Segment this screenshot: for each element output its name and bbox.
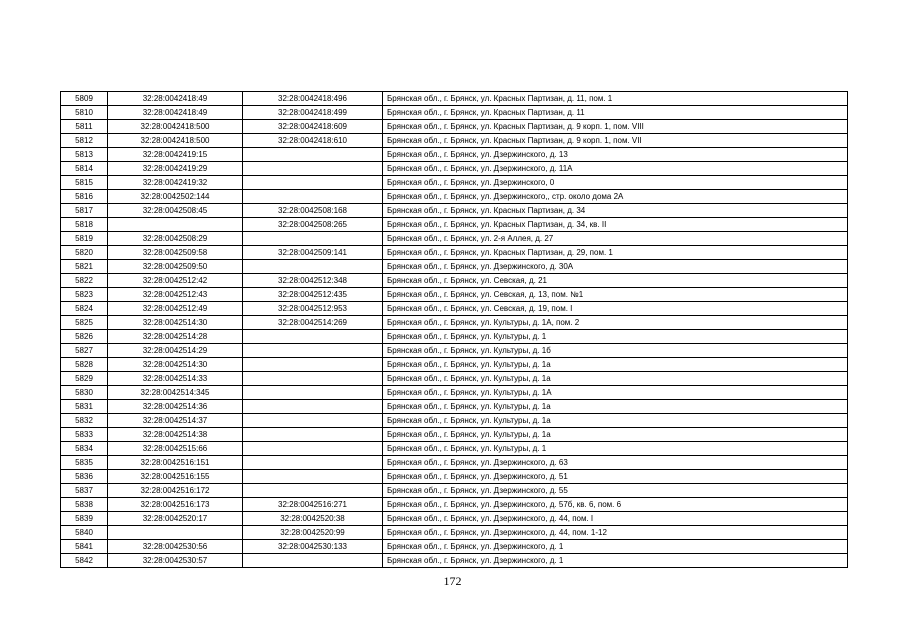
row-number-cell: 5835 (61, 456, 108, 470)
table-row (61, 484, 848, 498)
address-cell: Брянская обл., г. Брянск, ул. Дзержинского, д. 11А (383, 162, 848, 176)
related-cadastral-number-cell (243, 400, 383, 414)
row-number-cell: 5815 (61, 176, 108, 190)
related-cadastral-number-cell: 32:28:0042418:610 (243, 134, 383, 148)
table-row (61, 204, 848, 218)
related-cadastral-number-cell: 32:28:0042418:609 (243, 120, 383, 134)
related-cadastral-number-cell (243, 330, 383, 344)
address-cell: Брянская обл., г. Брянск, ул. Дзержинского, д. 55 (383, 484, 848, 498)
cadastral-number-cell: 32:28:0042514:29 (108, 344, 243, 358)
cadastral-number-cell: 32:28:0042516:172 (108, 484, 243, 498)
table-row (61, 260, 848, 274)
row-number-cell: 5825 (61, 316, 108, 330)
row-number-cell: 5833 (61, 428, 108, 442)
row-number-cell: 5842 (61, 554, 108, 568)
row-number-cell: 5812 (61, 134, 108, 148)
row-number-cell: 5836 (61, 470, 108, 484)
table-row (61, 344, 848, 358)
address-cell: Брянская обл., г. Брянск, ул. Красных Партизан, д. 34 (383, 204, 848, 218)
table-row (61, 218, 848, 232)
row-number-cell: 5809 (61, 92, 108, 106)
address-cell: Брянская обл., г. Брянск, ул. Дзержинского, д. 63 (383, 456, 848, 470)
table-row (61, 470, 848, 484)
cadastral-number-cell: 32:28:0042516:173 (108, 498, 243, 512)
table-row (61, 134, 848, 148)
row-number-cell: 5817 (61, 204, 108, 218)
table-row (61, 288, 848, 302)
related-cadastral-number-cell (243, 344, 383, 358)
cadastral-number-cell (108, 218, 243, 232)
cadastral-number-cell: 32:28:0042508:45 (108, 204, 243, 218)
related-cadastral-number-cell (243, 470, 383, 484)
cadastral-number-cell: 32:28:0042418:49 (108, 92, 243, 106)
cadastral-number-cell: 32:28:0042530:57 (108, 554, 243, 568)
related-cadastral-number-cell: 32:28:0042508:265 (243, 218, 383, 232)
address-cell: Брянская обл., г. Брянск, ул. Культуры, д. 1а (383, 358, 848, 372)
table-row (61, 554, 848, 568)
table-row (61, 176, 848, 190)
table-row (61, 540, 848, 554)
related-cadastral-number-cell: 32:28:0042516:271 (243, 498, 383, 512)
row-number-cell: 5838 (61, 498, 108, 512)
related-cadastral-number-cell: 32:28:0042508:168 (243, 204, 383, 218)
related-cadastral-number-cell: 32:28:0042520:38 (243, 512, 383, 526)
cadastral-number-cell: 32:28:0042418:500 (108, 120, 243, 134)
row-number-cell: 5830 (61, 386, 108, 400)
address-cell: Брянская обл., г. Брянск, ул. Красных Партизан, д. 11 (383, 106, 848, 120)
row-number-cell: 5834 (61, 442, 108, 456)
table-row (61, 190, 848, 204)
row-number-cell: 5824 (61, 302, 108, 316)
related-cadastral-number-cell: 32:28:0042418:496 (243, 92, 383, 106)
cadastral-number-cell (108, 526, 243, 540)
row-number-cell: 5841 (61, 540, 108, 554)
table-row (61, 302, 848, 316)
related-cadastral-number-cell (243, 456, 383, 470)
table-row (61, 372, 848, 386)
address-cell: Брянская обл., г. Брянск, ул. Дзержинского, д. 13 (383, 148, 848, 162)
table-row (61, 246, 848, 260)
row-number-cell: 5831 (61, 400, 108, 414)
table-row (61, 386, 848, 400)
related-cadastral-number-cell: 32:28:0042418:499 (243, 106, 383, 120)
row-number-cell: 5820 (61, 246, 108, 260)
page-number: 172 (443, 574, 462, 588)
row-number-cell: 5810 (61, 106, 108, 120)
cadastral-number-cell: 32:28:0042512:43 (108, 288, 243, 302)
row-number-cell: 5818 (61, 218, 108, 232)
address-cell: Брянская обл., г. Брянск, ул. Культуры, д. 1а (383, 400, 848, 414)
cadastral-number-cell: 32:28:0042509:50 (108, 260, 243, 274)
address-cell: Брянская обл., г. Брянск, ул. Культуры, д. 1б (383, 344, 848, 358)
cadastral-number-cell: 32:28:0042514:28 (108, 330, 243, 344)
address-cell: Брянская обл., г. Брянск, ул. 2-я Аллея, д. 27 (383, 232, 848, 246)
related-cadastral-number-cell: 32:28:0042512:348 (243, 274, 383, 288)
address-cell: Брянская обл., г. Брянск, ул. Красных Партизан, д. 34, кв. II (383, 218, 848, 232)
cadastral-number-cell: 32:28:0042515:66 (108, 442, 243, 456)
table-row (61, 232, 848, 246)
cadastral-number-cell: 32:28:0042509:58 (108, 246, 243, 260)
related-cadastral-number-cell (243, 260, 383, 274)
related-cadastral-number-cell (243, 554, 383, 568)
row-number-cell: 5837 (61, 484, 108, 498)
address-cell: Брянская обл., г. Брянск, ул. Культуры, д. 1А (383, 386, 848, 400)
table-row (61, 400, 848, 414)
table-row (61, 512, 848, 526)
related-cadastral-number-cell (243, 148, 383, 162)
related-cadastral-number-cell (243, 190, 383, 204)
address-cell: Брянская обл., г. Брянск, ул. Дзержинского, д. 44, пом. 1-12 (383, 526, 848, 540)
row-number-cell: 5828 (61, 358, 108, 372)
address-cell: Брянская обл., г. Брянск, ул. Дзержинского, 0 (383, 176, 848, 190)
row-number-cell: 5839 (61, 512, 108, 526)
table-row (61, 442, 848, 456)
address-cell: Брянская обл., г. Брянск, ул. Дзержинского, д. 51 (383, 470, 848, 484)
row-number-cell: 5823 (61, 288, 108, 302)
cadastral-number-cell: 32:28:0042419:32 (108, 176, 243, 190)
related-cadastral-number-cell (243, 358, 383, 372)
row-number-cell: 5814 (61, 162, 108, 176)
row-number-cell: 5827 (61, 344, 108, 358)
related-cadastral-number-cell: 32:28:0042514:269 (243, 316, 383, 330)
cadastral-number-cell: 32:28:0042502:144 (108, 190, 243, 204)
cadastral-number-cell: 32:28:0042520:17 (108, 512, 243, 526)
cadastral-number-cell: 32:28:0042530:56 (108, 540, 243, 554)
cadastral-number-cell: 32:28:0042419:15 (108, 148, 243, 162)
address-cell: Брянская обл., г. Брянск, ул. Культуры, д. 1а (383, 414, 848, 428)
related-cadastral-number-cell (243, 442, 383, 456)
address-cell: Брянская обл., г. Брянск, ул. Красных Партизан, д. 11, пом. 1 (383, 92, 848, 106)
address-cell: Брянская обл., г. Брянск, ул. Красных Партизан, д. 29, пом. 1 (383, 246, 848, 260)
related-cadastral-number-cell (243, 428, 383, 442)
related-cadastral-number-cell: 32:28:0042512:435 (243, 288, 383, 302)
row-number-cell: 5819 (61, 232, 108, 246)
related-cadastral-number-cell (243, 162, 383, 176)
related-cadastral-number-cell (243, 176, 383, 190)
cadastral-number-cell: 32:28:0042512:42 (108, 274, 243, 288)
address-cell: Брянская обл., г. Брянск, ул. Дзержинского, д. 1 (383, 540, 848, 554)
table-row (61, 456, 848, 470)
table-row (61, 92, 848, 106)
row-number-cell: 5822 (61, 274, 108, 288)
cadastral-number-cell: 32:28:0042514:38 (108, 428, 243, 442)
cadastral-number-cell: 32:28:0042514:36 (108, 400, 243, 414)
table-row (61, 316, 848, 330)
address-cell: Брянская обл., г. Брянск, ул. Севская, д. 19, пом. I (383, 302, 848, 316)
cadastral-number-cell: 32:28:0042514:345 (108, 386, 243, 400)
table-row (61, 498, 848, 512)
cadastral-number-cell: 32:28:0042418:49 (108, 106, 243, 120)
table-row (61, 148, 848, 162)
related-cadastral-number-cell (243, 386, 383, 400)
cadastral-number-cell: 32:28:0042516:155 (108, 470, 243, 484)
address-cell: Брянская обл., г. Брянск, ул. Культуры, д. 1А, пом. 2 (383, 316, 848, 330)
address-cell: Брянская обл., г. Брянск, ул. Севская, д. 13, пом. №1 (383, 288, 848, 302)
cadastral-number-cell: 32:28:0042516:151 (108, 456, 243, 470)
cadastral-number-cell: 32:28:0042419:29 (108, 162, 243, 176)
cadastral-number-cell: 32:28:0042418:500 (108, 134, 243, 148)
cadastral-number-cell: 32:28:0042512:49 (108, 302, 243, 316)
table-row (61, 274, 848, 288)
related-cadastral-number-cell: 32:28:0042509:141 (243, 246, 383, 260)
table-row (61, 330, 848, 344)
table-row (61, 162, 848, 176)
address-cell: Брянская обл., г. Брянск, ул. Красных Партизан, д. 9 корп. 1, пом. VII (383, 134, 848, 148)
address-cell: Брянская обл., г. Брянск, ул. Культуры, д. 1а (383, 372, 848, 386)
address-cell: Брянская обл., г. Брянск, ул. Культуры, д. 1а (383, 428, 848, 442)
table-row (61, 428, 848, 442)
address-cell: Брянская обл., г. Брянск, ул. Дзержинского, д. 57б, кв. 6, пом. 6 (383, 498, 848, 512)
cadastral-number-cell: 32:28:0042514:30 (108, 316, 243, 330)
row-number-cell: 5816 (61, 190, 108, 204)
row-number-cell: 5813 (61, 148, 108, 162)
related-cadastral-number-cell (243, 232, 383, 246)
related-cadastral-number-cell: 32:28:0042512:953 (243, 302, 383, 316)
related-cadastral-number-cell (243, 372, 383, 386)
document-table (60, 91, 848, 568)
table-body (61, 92, 848, 568)
table-row (61, 106, 848, 120)
cadastral-number-cell: 32:28:0042508:29 (108, 232, 243, 246)
row-number-cell: 5821 (61, 260, 108, 274)
related-cadastral-number-cell: 32:28:0042530:133 (243, 540, 383, 554)
address-cell: Брянская обл., г. Брянск, ул. Дзержинского,, стр. около дома 2А (383, 190, 848, 204)
related-cadastral-number-cell (243, 484, 383, 498)
address-cell: Брянская обл., г. Брянск, ул. Красных Партизан, д. 9 корп. 1, пом. VIII (383, 120, 848, 134)
table-row (61, 414, 848, 428)
address-cell: Брянская обл., г. Брянск, ул. Севская, д. 21 (383, 274, 848, 288)
address-cell: Брянская обл., г. Брянск, ул. Дзержинского, д. 44, пом. I (383, 512, 848, 526)
cadastral-number-cell: 32:28:0042514:30 (108, 358, 243, 372)
row-number-cell: 5829 (61, 372, 108, 386)
address-cell: Брянская обл., г. Брянск, ул. Культуры, д. 1 (383, 330, 848, 344)
table-row (61, 120, 848, 134)
table-row (61, 358, 848, 372)
row-number-cell: 5832 (61, 414, 108, 428)
address-cell: Брянская обл., г. Брянск, ул. Дзержинского, д. 30А (383, 260, 848, 274)
address-cell: Брянская обл., г. Брянск, ул. Дзержинского, д. 1 (383, 554, 848, 568)
related-cadastral-number-cell (243, 414, 383, 428)
cadastral-number-cell: 32:28:0042514:33 (108, 372, 243, 386)
table-row (61, 526, 848, 540)
related-cadastral-number-cell: 32:28:0042520:99 (243, 526, 383, 540)
row-number-cell: 5811 (61, 120, 108, 134)
address-cell: Брянская обл., г. Брянск, ул. Культуры, д. 1 (383, 442, 848, 456)
row-number-cell: 5826 (61, 330, 108, 344)
cadastral-number-cell: 32:28:0042514:37 (108, 414, 243, 428)
row-number-cell: 5840 (61, 526, 108, 540)
